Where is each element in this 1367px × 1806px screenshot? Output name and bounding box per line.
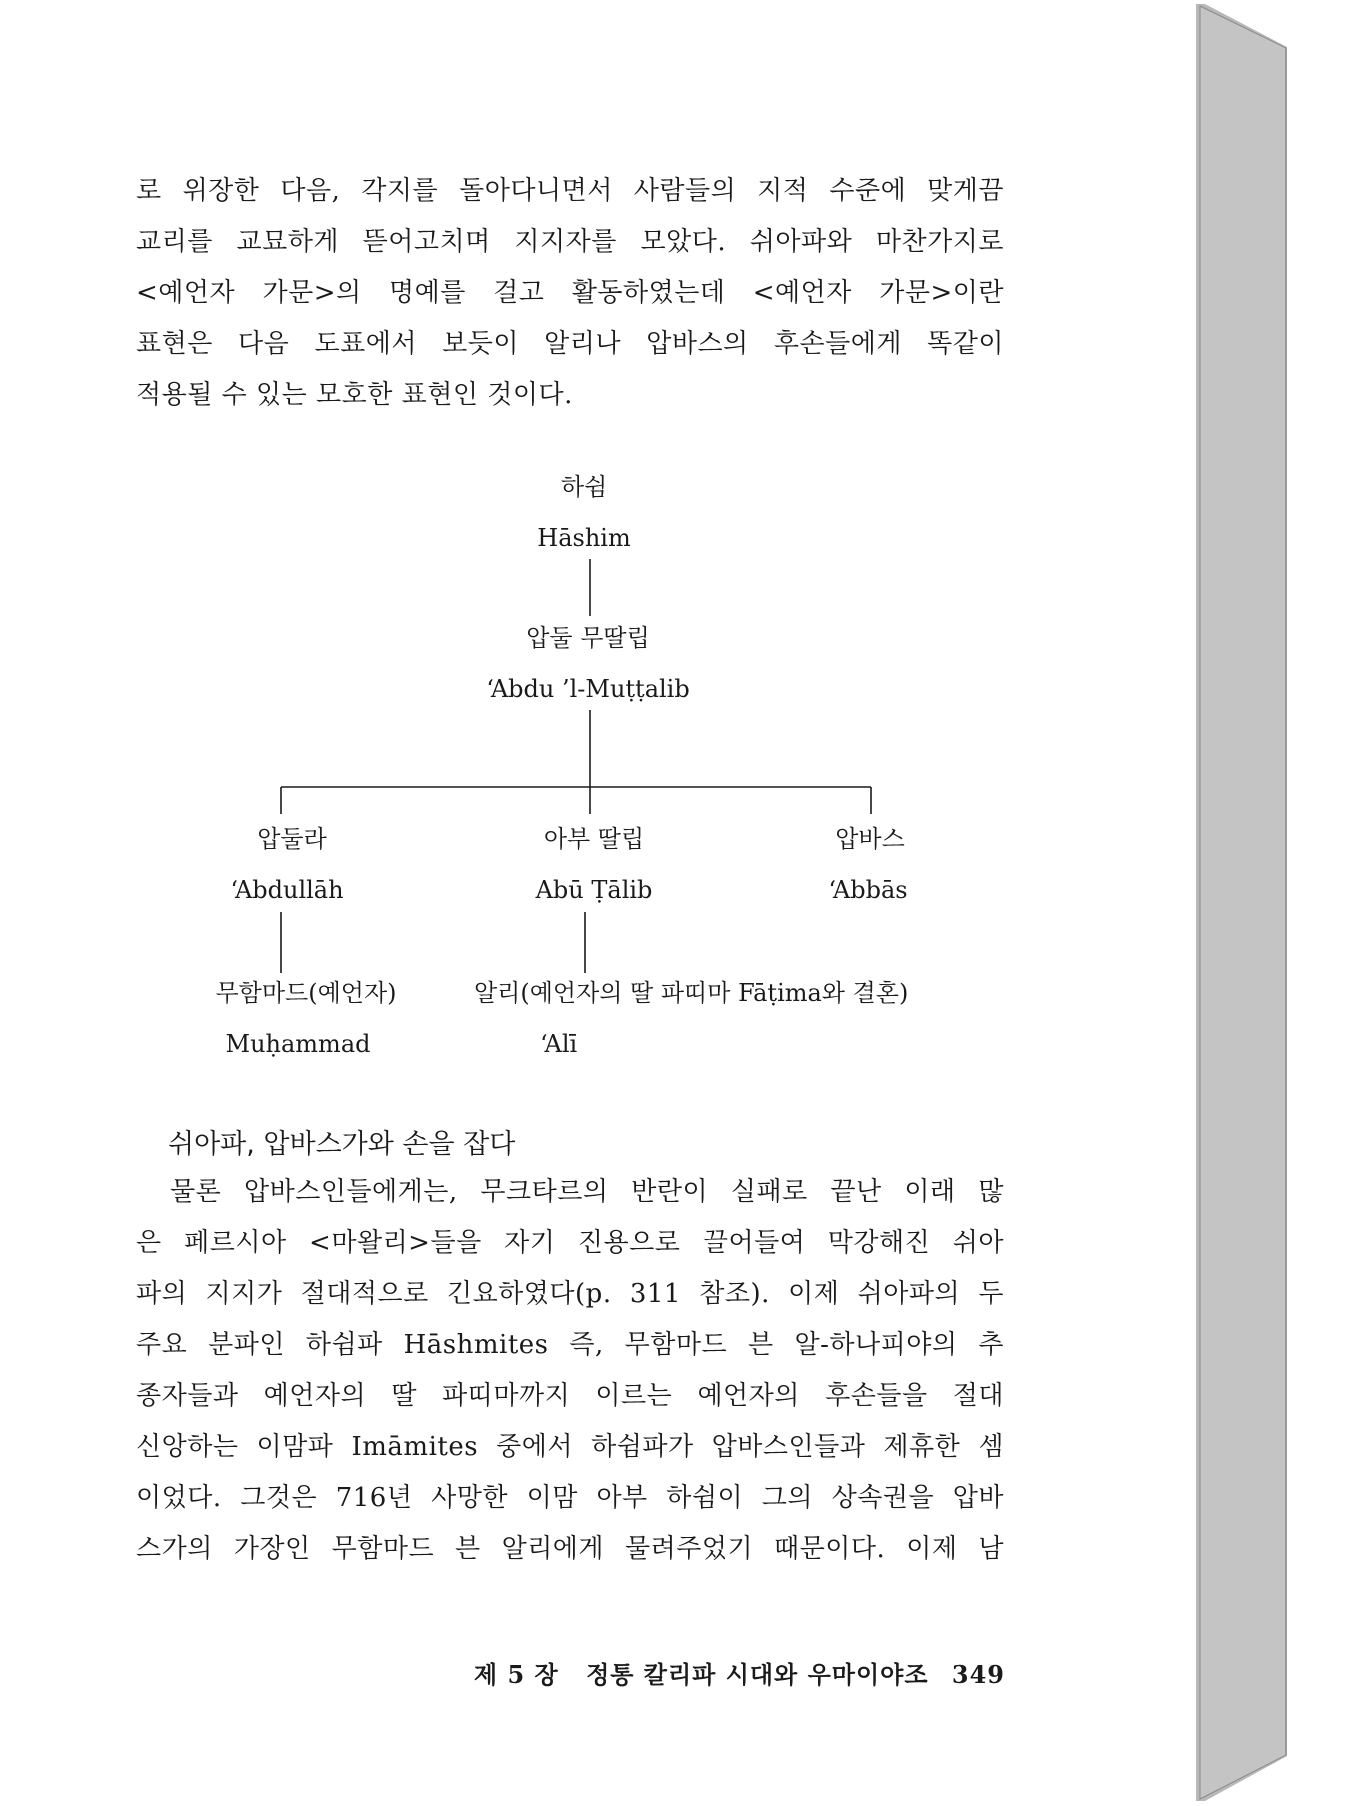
abdul-muttalib-latin: ‘Abdu ’l-Muṭṭalib	[486, 675, 690, 703]
ali-latin: ‘Alī	[540, 1030, 578, 1058]
chapter-title: 정통 칼리파 시대와 우마이야조	[586, 1660, 929, 1689]
paragraph-line: 주요 분파인 하쉼파 Hāshmites 즉, 무함마드 븐 알-하나피야의 추	[136, 1330, 1004, 1360]
paragraph-line: <예언자 가문>의 명예를 걸고 활동하였는데 <예언자 가문>이란	[136, 278, 1004, 308]
abdul-muttalib-korean: 압둘 무딸립	[526, 624, 650, 652]
paragraph-line: 로 위장한 다음, 각지를 돌아다니면서 사람들의 지적 수준에 맞게끔	[136, 176, 1004, 206]
paragraph-line: 적용될 수 있는 모호한 표현인 것이다.	[136, 380, 573, 410]
abu-talib-latin: Abū Ṭālib	[535, 876, 653, 904]
paragraph-line: 이었다. 그것은 716년 사망한 이맘 아부 하쉼이 그의 상속권을 압바	[136, 1483, 1004, 1513]
book-page	[4, 4, 1196, 1801]
muhammad-korean: 무함마드(예언자)	[215, 979, 397, 1007]
paragraph-line: 파의 지지가 절대적으로 긴요하였다(p. 311 참조). 이제 쉬아파의 두	[136, 1279, 1004, 1309]
abdullah-latin: ‘Abdullāh	[230, 876, 344, 904]
paragraph-line: 표현은 다음 도표에서 보듯이 알리나 압바스의 후손들에게 똑같이	[136, 329, 1004, 359]
paragraph-line: 물론 압바스인들에게는, 무크타르의 반란이 실패로 끝난 이래 많	[170, 1177, 1004, 1207]
hashim-korean: 하쉼	[560, 473, 608, 501]
abbas-korean: 압바스	[835, 825, 905, 853]
paragraph-line: 교리를 교묘하게 뜯어고치며 지지자를 모았다. 쉬아파와 마찬가지로	[136, 227, 1004, 257]
abu-talib-korean: 아부 딸립	[543, 825, 645, 853]
muhammad-latin: Muḥammad	[225, 1030, 371, 1058]
abbas-latin: ‘Abbās	[828, 876, 908, 904]
page-number: 349	[951, 1660, 1005, 1689]
chapter-number: 제 5 장	[473, 1660, 559, 1689]
paragraph-line: 종자들과 예언자의 딸 파띠마까지 이르는 예언자의 후손들을 절대	[136, 1381, 1004, 1411]
paragraph-line: 신앙하는 이맘파 Imāmites 중에서 하쉼파가 압바스인들과 제휴한 셈	[136, 1432, 1004, 1462]
family-tree-diagram	[4, 4, 1196, 1104]
abdullah-korean: 압둘라	[257, 825, 327, 853]
page-footer	[469, 1655, 1005, 1690]
section-heading: 쉬아파, 압바스가와 손을 잡다	[168, 1129, 516, 1160]
paragraph-line: 은 페르시아 <마왈리>들을 자기 진용으로 끌어들여 막강해진 쉬아	[136, 1228, 1004, 1258]
hashim-latin: Hāshim	[537, 524, 631, 552]
ali-korean: 알리(예언자의 딸 파띠마 Fāṭima와 결혼)	[474, 979, 909, 1007]
bottom-paragraph	[136, 1167, 1004, 1575]
paragraph-line: 스가의 가장인 무함마드 븐 알리에게 물려주었기 때문이다. 이제 남	[136, 1534, 1004, 1564]
